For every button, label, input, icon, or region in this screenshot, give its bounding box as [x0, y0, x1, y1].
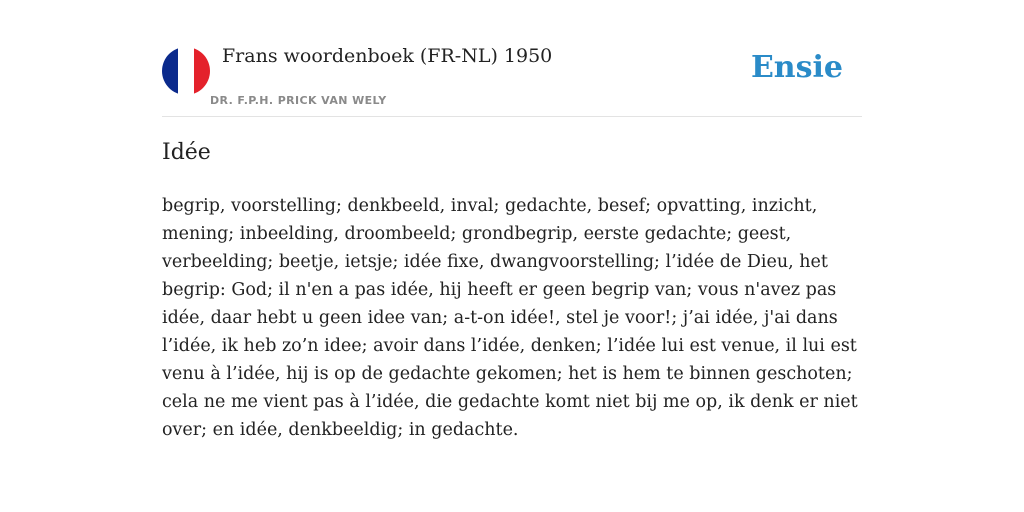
france-flag-icon [162, 47, 210, 95]
dictionary-header [162, 0, 862, 117]
dictionary-author[interactable]: DR. F.P.H. PRICK VAN WELY [210, 94, 387, 107]
entry-headword: Idée [162, 140, 211, 165]
flag-stripe-white [178, 47, 194, 95]
entry-definition: begrip, voorstelling; denkbeeld, inval; gedachte, besef; opvatting, inzicht, mening; inbeelding, droombeeld; grondbegrip, eerste gedachte; geest, verbeelding; beetje, ietsje; idée fixe, dwangvoorstelling; l’idée de Dieu, het begrip: God; il n'en a pas idée, hij heeft er geen begrip van; vous n'avez pas idée, daar hebt u geen idee van; a-t-on idée!, stel je voor!; j’ai idée, j'ai dans l’idée, ik heb zo’n idee; avoir dans l’idée, denken; l’idée lui est venue, il lui est venu à l’idée, hij is op de gedachte gekomen; het is hem te binnen geschoten; cela ne me vient pas à l’idée, die gedachte komt niet bij me op, ik denk er niet over; en idée, denkbeeldig; in gedachte. [162, 196, 858, 440]
flag-stripe-red [194, 47, 210, 95]
ensie-logo[interactable]: Ensie [750, 50, 843, 85]
flag-stripe-blue [162, 47, 178, 95]
dictionary-title[interactable]: Frans woordenboek (FR-NL) 1950 [222, 45, 553, 67]
